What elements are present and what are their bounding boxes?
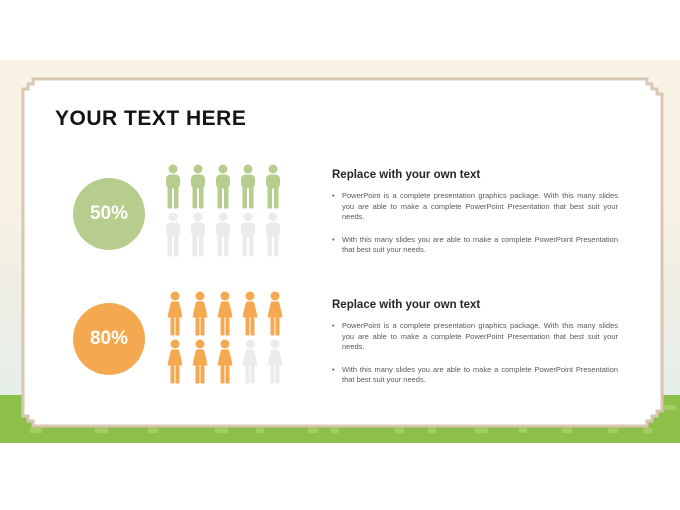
person-filled-woman-icon xyxy=(189,339,211,384)
person-filled-woman-icon xyxy=(164,339,186,384)
person-empty-man-icon xyxy=(162,212,184,257)
person-empty-man-icon xyxy=(237,212,259,257)
bullet-list xyxy=(332,321,618,386)
person-filled-man-icon xyxy=(237,164,259,209)
bullet-item xyxy=(332,321,618,353)
person-empty-man-icon xyxy=(262,212,284,257)
block-heading: Replace with your own text xyxy=(332,169,481,181)
person-empty-man-icon xyxy=(212,212,234,257)
text-block-1 xyxy=(332,169,618,268)
person-filled-woman-icon xyxy=(214,339,236,384)
bullet-marker: • xyxy=(332,321,335,330)
person-filled-man-icon xyxy=(162,164,184,209)
person-filled-man-icon xyxy=(187,164,209,209)
pictogram-grid-men xyxy=(162,164,284,257)
bullet-item xyxy=(332,365,618,386)
slide-background xyxy=(0,60,680,443)
percent-label: 50% xyxy=(89,203,129,224)
person-filled-woman-icon xyxy=(164,291,186,336)
bullet-text: PowerPoint is a complete presentation graphics package. With this many slides you are able to make a complete PowerPoint Presentation that best suit your needs. xyxy=(342,321,618,351)
bullet-text: PowerPoint is a complete presentation graphics package. With this many slides you are able to make a complete PowerPoint Presentation that best suit your needs. xyxy=(342,191,618,221)
slide-title: YOUR TEXT HERE xyxy=(55,107,247,130)
bullet-marker: • xyxy=(332,191,335,200)
percent-circle-50 xyxy=(73,178,145,250)
bullet-marker: • xyxy=(332,234,335,244)
bullet-item xyxy=(332,191,618,223)
person-empty-woman-icon xyxy=(239,339,261,384)
text-block-2 xyxy=(332,299,618,398)
person-filled-woman-icon xyxy=(239,291,261,336)
person-empty-man-icon xyxy=(187,212,209,257)
person-filled-woman-icon xyxy=(189,291,211,336)
person-filled-man-icon xyxy=(212,164,234,209)
pictogram-grid-women xyxy=(164,291,286,384)
bullet-list xyxy=(332,191,618,256)
percent-label: 80% xyxy=(89,328,129,349)
person-filled-woman-icon xyxy=(214,291,236,336)
bullet-text: With this many slides you are able to make a complete PowerPoint Presentation that best suit your needs. xyxy=(342,234,618,254)
person-empty-woman-icon xyxy=(264,339,286,384)
percent-circle-80 xyxy=(73,303,145,375)
block-heading: Replace with your own text xyxy=(332,299,481,311)
bullet-marker: • xyxy=(332,364,335,374)
bullet-text: With this many slides you are able to make a complete PowerPoint Presentation that best suit your needs. xyxy=(342,364,618,384)
bullet-item xyxy=(332,235,618,256)
person-filled-woman-icon xyxy=(264,291,286,336)
person-filled-man-icon xyxy=(262,164,284,209)
